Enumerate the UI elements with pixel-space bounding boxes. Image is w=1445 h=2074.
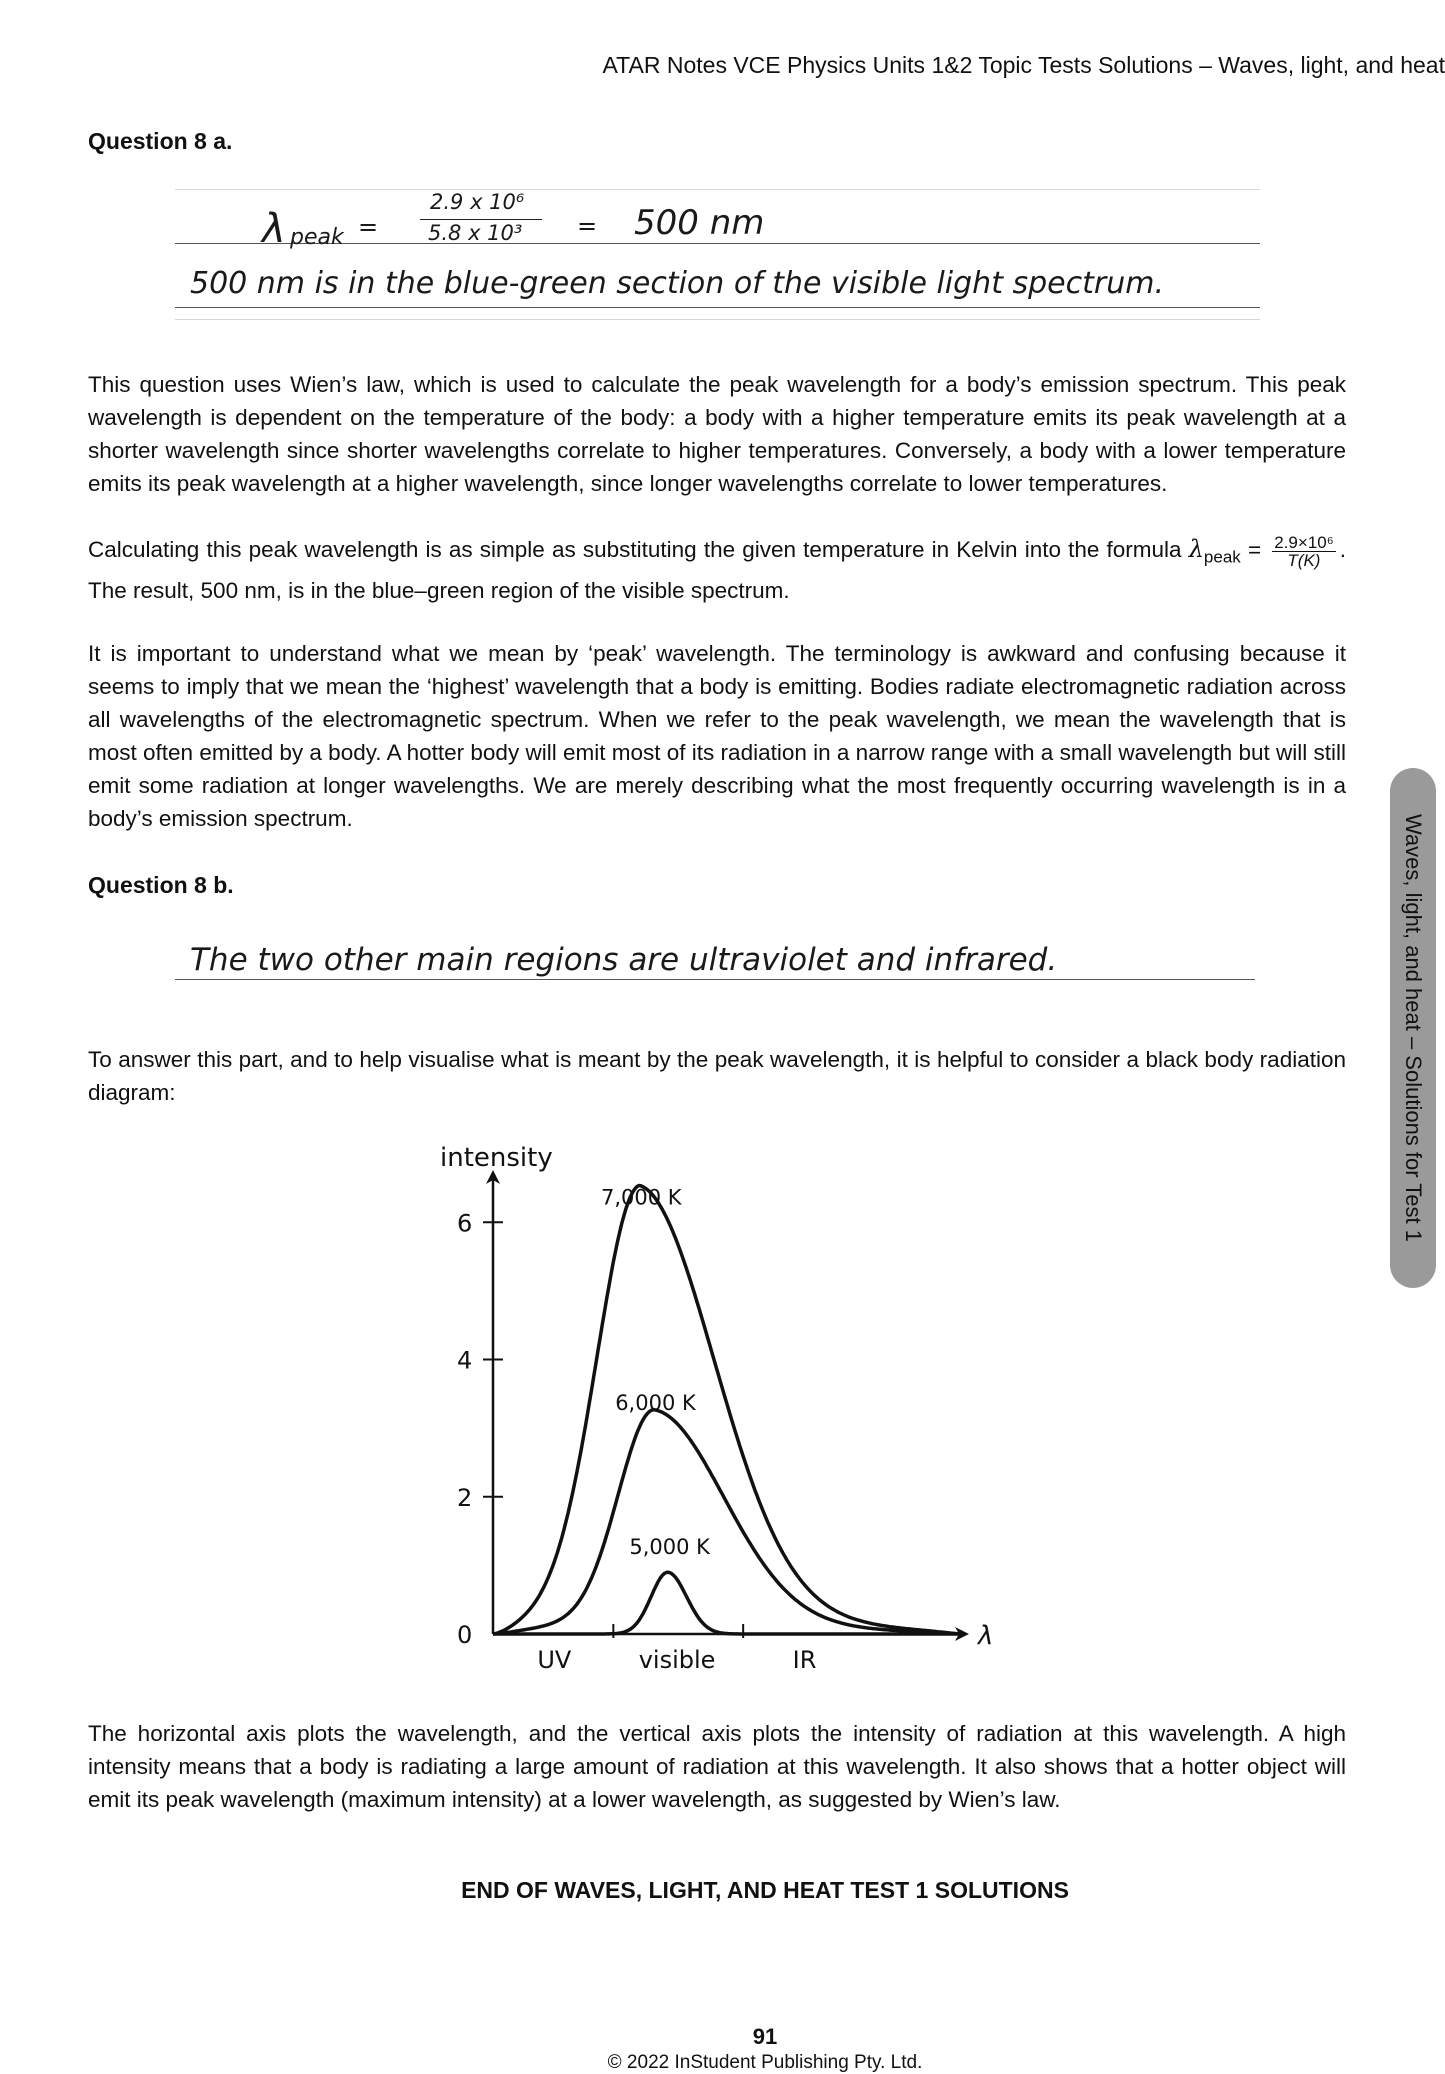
curve-5000k — [493, 1572, 965, 1634]
y-axis-label: intensity — [440, 1143, 553, 1173]
curve-label: 6,000 K — [615, 1391, 696, 1416]
q8a-paragraph-3: It is important to understand what we mean by ‘peak’ wavelength. The terminology is awkward and confusing because it seems to imply that we mean the ‘highest’ wavelength that a body is emitting. Bodies radiate electromagnetic radiation across all wavelengths of the electromagnetic spectrum. When we refer to the peak wavelength, we mean the wavelength that is most often emitted by a body. A hotter body will emit most of its radiation in a narrow range with a small wavelength but will still emit some radiation at longer wavelengths. We are merely describing what the most frequently occurring wavelength is in a body’s emission spectrum. — [88, 641, 1346, 831]
question-8a-heading: Question 8 a. — [88, 128, 233, 154]
hand-fraction-bar — [420, 219, 542, 220]
curve-label: 7,000 K — [601, 1185, 682, 1210]
wien-formula: $\lambda_{peak}$ = $\frac{\text{2.9×10⁶}}{T(K)}$ — [1188, 532, 1334, 570]
hand-lambda: λ — [262, 206, 286, 252]
hand-result: 500 nm — [634, 203, 765, 243]
y-tick-label: 2 — [457, 1483, 473, 1512]
hand-explanation: 500 nm is in the blue-green section of the visible light spectrum. — [190, 266, 1164, 301]
x-axis-label: λ — [978, 1621, 994, 1651]
question-8b-heading: Question 8 b. — [88, 872, 234, 898]
q8b-paragraph-2: The horizontal axis plots the wavelength, and the vertical axis plots the intensity of radiation at this wavelength. A high intensity means that a body is radiating a large amount of radiation at this wavelength. It also shows that a hotter object will emit its peak wavelength (maximum intensity) at a lower wavelength, as suggested by Wien’s law. — [88, 1721, 1346, 1812]
hand-answer-8b: The two other main regions are ultraviolet and infrared. — [190, 942, 1058, 978]
y-tick-label: 6 — [457, 1209, 473, 1238]
hand-denominator: 5.8 x 10³ — [428, 221, 523, 245]
region-label-uv: UV — [537, 1646, 572, 1674]
hand-peak-subscript: peak — [290, 225, 344, 250]
y-tick-label: 4 — [457, 1346, 473, 1375]
end-of-solutions: END OF WAVES, LIGHT, AND HEAT TEST 1 SOLUTIONS — [461, 1877, 1069, 1903]
y-tick-label: 0 — [457, 1621, 473, 1649]
q8a-paragraph-2-end: . The result, 500 nm, is in the blue–green region of the visible spectrum. — [88, 537, 1346, 603]
curve-label: 5,000 K — [629, 1535, 710, 1560]
region-label-ir: IR — [792, 1646, 817, 1674]
q8a-paragraph-2 — [88, 533, 1346, 607]
q8a-paragraph-1: This question uses Wien’s law, which is used to calculate the peak wavelength for a body’s emission spectrum. This peak wavelength is dependent on the temperature of the body: a body with a higher temperature emits its peak wavelength at a shorter wavelength since shorter wavelengths correlate to higher temperatures. Conversely, a body with a lower temperature emits its peak wavelength at a higher wavelength, since longer wavelengths correlate to lower temperatures. — [88, 372, 1346, 496]
running-header: ATAR Notes VCE Physics Units 1&2 Topic Tests Solutions – Waves, light, and heat — [602, 52, 1445, 78]
hand-numerator: 2.9 x 10⁶ — [430, 190, 525, 214]
region-label-visible: visible — [638, 1646, 716, 1674]
curve-6000k — [493, 1410, 965, 1634]
page-number: 91 — [752, 2024, 778, 2049]
q8b-paragraph-1: To answer this part, and to help visualise what is meant by the peak wavelength, it is helpful to consider a black body radiation diagram: — [88, 1047, 1346, 1105]
wien-fraction: $\frac{\text{2.9×10⁶}}{T(K)}$ — [1274, 532, 1334, 570]
hand-equals-2: = — [577, 212, 598, 240]
hand-equals: = — [358, 213, 379, 241]
side-tab — [1390, 768, 1436, 1288]
copyright: © 2022 InStudent Publishing Pty. Ltd. — [607, 2052, 923, 2073]
q8a-paragraph-2-start: Calculating this peak wavelength is as simple as substituting the given temperature in Kelvin into the formula — [88, 537, 1182, 562]
side-tab-label: Waves, light, and heat – Solutions for Test 1 — [1401, 813, 1426, 1243]
curve-7000k — [493, 1186, 965, 1635]
black-body-chart — [420, 1130, 1040, 1690]
